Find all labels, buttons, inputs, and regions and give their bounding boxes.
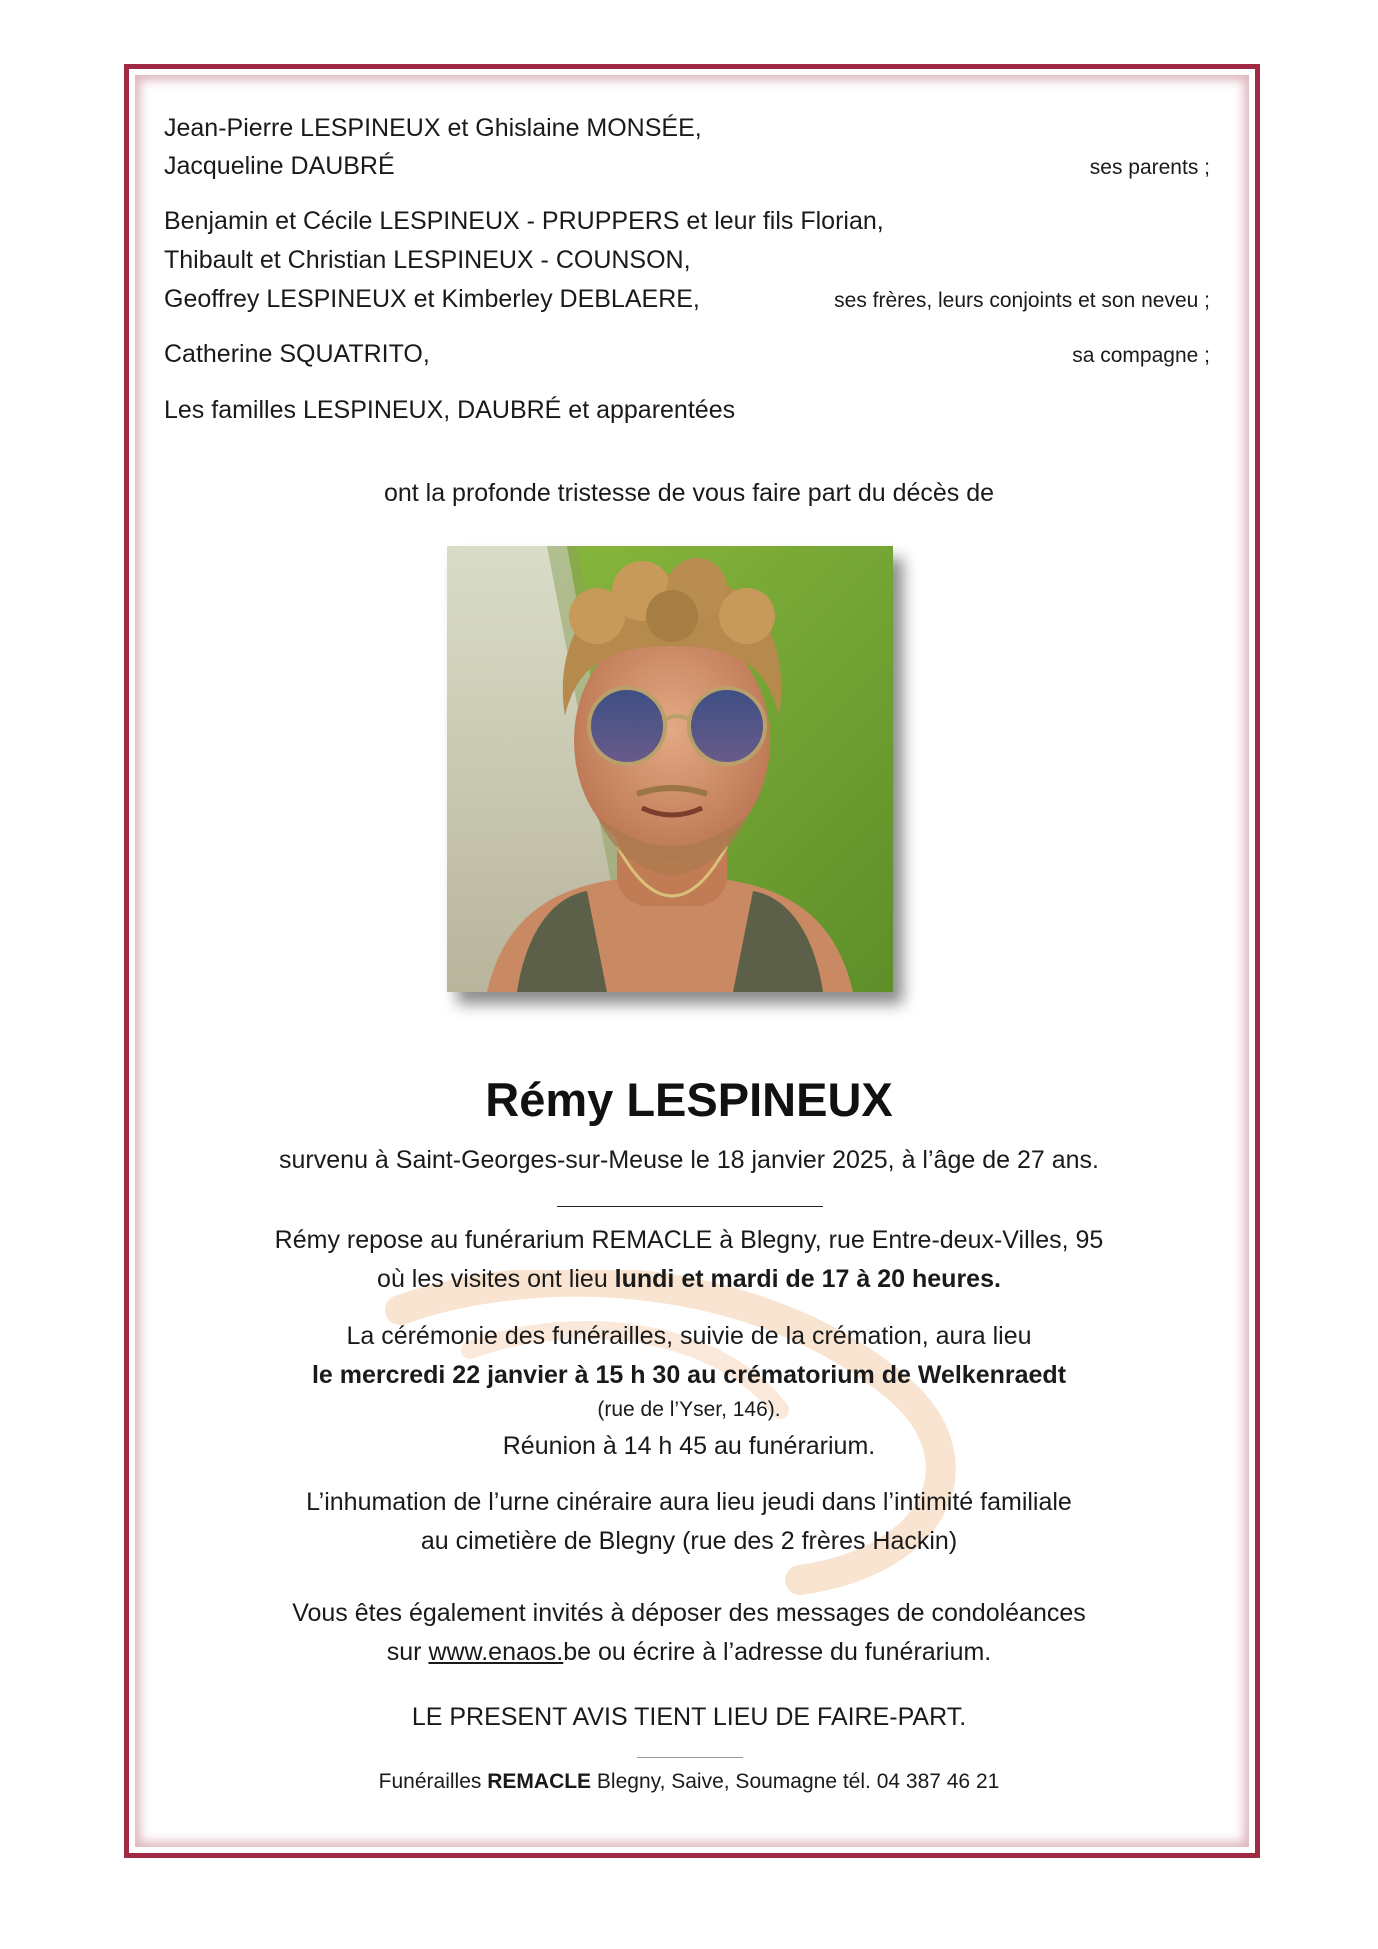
siblings-line-2: Thibault et Christian LESPINEUX - COUNSON, [164, 246, 691, 274]
burial-line-1: L’inhumation de l’urne cinéraire aura lieu jeudi dans l’intimité familiale [306, 1488, 1072, 1516]
condolences-link[interactable]: www.enaos. [428, 1638, 564, 1666]
condolences-line-1: Vous êtes également invités à déposer des messages de condoléances [292, 1599, 1086, 1627]
siblings-line-1: Benjamin et Cécile LESPINEUX - PRUPPERS et leur fils Florian, [164, 207, 884, 235]
footer-prefix: Funérailles [378, 1770, 488, 1793]
visits-line-2-prefix: où les visites ont lieu [377, 1265, 615, 1293]
partner-line: Catherine SQUATRITO, [164, 340, 430, 368]
death-line: survenu à Saint-Georges-sur-Meuse le 18 janvier 2025, à l’âge de 27 ans. [279, 1146, 1099, 1174]
divider [557, 1206, 823, 1207]
footer-suffix: Blegny, Saive, Soumagne tél. 04 387 46 21 [591, 1770, 1000, 1793]
footer-line [0, 1766, 1378, 1798]
siblings-line-3: Geoffrey LESPINEUX et Kimberley DEBLAERE, [164, 285, 700, 313]
parents-role: ses parents ; [1089, 156, 1210, 179]
visits-line-2 [0, 1259, 1378, 1299]
parents-line-1: Jean-Pierre LESPINEUX et Ghislaine MONSÉE, [164, 114, 702, 142]
visits-hours: lundi et mardi de 17 à 20 heures. [614, 1265, 1001, 1293]
intro-text: ont la profonde tristesse de vous faire part du décès de [383, 479, 995, 507]
footer-divider [637, 1757, 743, 1758]
ceremony-line-3: (rue de l’Yser, 146). [597, 1398, 781, 1421]
notice-line: LE PRESENT AVIS TIENT LIEU DE FAIRE-PART. [411, 1703, 967, 1731]
deceased-photo [447, 546, 893, 992]
portrait-image [447, 546, 893, 992]
condolences-prefix: sur [386, 1638, 429, 1666]
parents-line-2: Jacqueline DAUBRÉ [164, 152, 395, 180]
ceremony-line-4: Réunion à 14 h 45 au funérarium. [502, 1432, 876, 1460]
ceremony-line-2: le mercredi 22 janvier à 15 h 30 au crématorium de Welkenraedt [311, 1361, 1067, 1389]
footer-brand: REMACLE [487, 1770, 592, 1793]
partner-role: sa compagne ; [1072, 344, 1210, 367]
deceased-name: Rémy LESPINEUX [485, 1073, 893, 1126]
condolences-suffix: be ou écrire à l’adresse du funérarium. [563, 1638, 992, 1666]
siblings-role: ses frères, leurs conjoints et son neveu ; [834, 289, 1210, 312]
families-line: Les familles LESPINEUX, DAUBRÉ et apparentées [164, 396, 736, 424]
visits-line-1: Rémy repose au funérarium REMACLE à Blegny, rue Entre-deux-Villes, 95 [274, 1226, 1104, 1254]
condolences-line-2 [0, 1632, 1378, 1672]
ceremony-line-1: La cérémonie des funérailles, suivie de la crémation, aura lieu [346, 1322, 1032, 1350]
burial-line-2: au cimetière de Blegny (rue des 2 frères Hackin) [420, 1527, 958, 1555]
